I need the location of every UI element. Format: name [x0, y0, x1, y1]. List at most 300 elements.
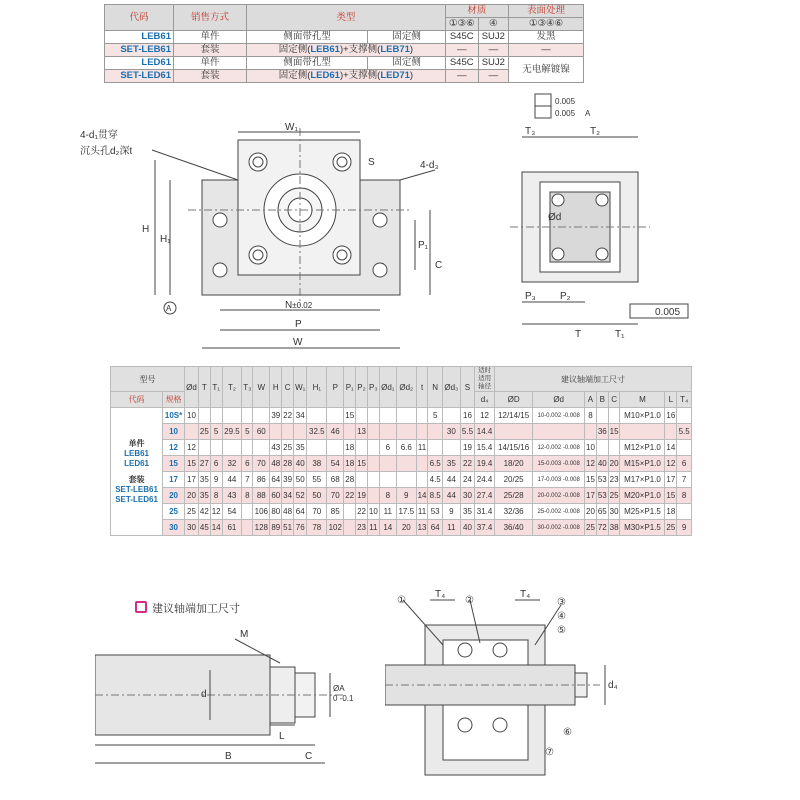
- row-cell: 35: [198, 488, 210, 504]
- row-cell-l: 17: [665, 472, 677, 488]
- col-header: H: [270, 367, 282, 408]
- dim-P3: P₃: [525, 291, 536, 302]
- row-cell: 44: [442, 472, 460, 488]
- spec-table: [110, 366, 692, 536]
- row-cell: 22: [356, 504, 368, 520]
- type-text: )+支撑侧(: [339, 44, 381, 55]
- row-cell: [210, 408, 222, 424]
- row-cell: [327, 408, 344, 424]
- row-cell-a: 12: [585, 456, 597, 472]
- row-cell-t4: [677, 440, 692, 456]
- row-cell: 102: [327, 520, 344, 536]
- row-cell: 55: [307, 472, 327, 488]
- row-code: LEB61: [105, 31, 174, 44]
- dim-C: C: [435, 260, 443, 271]
- row-cell-a: 25: [585, 520, 597, 536]
- callout-2: ②: [465, 595, 474, 606]
- row-cell: [367, 424, 379, 440]
- row-cell: 13: [356, 424, 368, 440]
- perpendicular-box: [535, 106, 551, 118]
- perp-value: 0.005: [555, 109, 576, 118]
- row-cell: 5.5: [460, 424, 474, 440]
- shaft-drawing: [95, 625, 365, 785]
- col-header: W₁: [294, 367, 307, 408]
- row-sales: 套装: [174, 44, 247, 57]
- row-cell: 20: [396, 520, 416, 536]
- row-type-a: 侧面带孔型: [247, 31, 368, 44]
- row-cell: 15: [344, 408, 356, 424]
- row-cell: [416, 408, 428, 424]
- row-cell-c: 23: [608, 472, 620, 488]
- dim-H: H: [142, 224, 150, 235]
- row-cell: [396, 456, 416, 472]
- type-text: 固定侧(: [278, 44, 311, 55]
- row-cell: [198, 440, 210, 456]
- table-row: [111, 472, 692, 488]
- row-cell: 78: [307, 520, 327, 536]
- row-cell: 8: [242, 488, 253, 504]
- col-header: ØD: [494, 392, 532, 408]
- row-cell: [356, 472, 368, 488]
- col-header: C: [608, 392, 620, 408]
- row-cell-b: [596, 408, 608, 424]
- row-cell: 43: [270, 440, 282, 456]
- row-mat1: —: [445, 44, 478, 57]
- table-row: [111, 440, 692, 456]
- callout-7: ⑦: [545, 747, 554, 758]
- dim-d4: d₄: [608, 680, 618, 691]
- row-cell: [307, 440, 327, 456]
- row-cell: 11: [379, 504, 396, 520]
- table-row: [111, 488, 692, 504]
- section-title: [135, 600, 240, 616]
- header-material-sub1: ①③⑥: [445, 18, 478, 31]
- row-cell: 5: [210, 424, 222, 440]
- row-spec: 10S*: [163, 408, 185, 424]
- dim-A: ØA: [333, 684, 345, 693]
- dim-N-tol: ±0.02: [292, 301, 313, 310]
- row-cell: 128: [253, 520, 270, 536]
- header-material: 材质: [445, 5, 508, 18]
- row-cell-b: 40: [596, 456, 608, 472]
- col-header: Ød₂: [396, 367, 416, 408]
- row-cell: 76: [294, 520, 307, 536]
- row-cell: 14: [379, 520, 396, 536]
- row-cell: [396, 472, 416, 488]
- row-cell-a: 17: [585, 488, 597, 504]
- row-cell-l: 18: [665, 504, 677, 520]
- row-cell: 106: [253, 504, 270, 520]
- dim-M: M: [240, 629, 249, 640]
- row-cell: 30: [460, 488, 474, 504]
- row-cell: 25: [198, 424, 210, 440]
- row-cell: 50: [294, 472, 307, 488]
- row-cell: 5: [428, 408, 442, 424]
- section-title-text: 建议轴端加工尺寸: [152, 603, 240, 615]
- row-cell-a: 10: [585, 440, 597, 456]
- row-cell-d4: 15.4: [475, 440, 495, 456]
- row-cell: 25: [282, 440, 294, 456]
- type-text: 固定侧(: [278, 70, 311, 81]
- table-row: [105, 31, 584, 44]
- dim-T4-left: T₄: [435, 589, 446, 600]
- top-table-header-row: [105, 5, 584, 18]
- row-cell-dd: 12-0.002 -0.008: [533, 440, 585, 456]
- row-cell: 89: [270, 520, 282, 536]
- row-cell: 22: [460, 456, 474, 472]
- row-cell: [416, 424, 428, 440]
- row-cell: 22: [282, 408, 294, 424]
- row-cell: [327, 440, 344, 456]
- row-cell: [367, 408, 379, 424]
- row-cell-m: M17×P1.0: [620, 472, 665, 488]
- row-cell-b: 36: [596, 424, 608, 440]
- header-surface: 表面处理: [509, 5, 584, 18]
- row-cell: 11: [416, 504, 428, 520]
- col-header: t: [416, 367, 428, 408]
- row-cell: 64: [428, 520, 442, 536]
- row-cell: [379, 456, 396, 472]
- row-cell: 42: [198, 504, 210, 520]
- row-cell-d4: 31.4: [475, 504, 495, 520]
- type-code: LED61: [310, 70, 340, 81]
- row-cell: 11: [442, 520, 460, 536]
- series-label: [111, 408, 163, 536]
- row-cell: [367, 456, 379, 472]
- dim-W: W: [293, 337, 303, 348]
- row-cell: 40: [460, 520, 474, 536]
- row-cell-d: 32/36: [494, 504, 532, 520]
- table-row: [105, 44, 584, 57]
- row-cell: [396, 408, 416, 424]
- row-cell: 17: [185, 472, 199, 488]
- row-cell: 6: [210, 456, 222, 472]
- row-cell-m: M25×P1.5: [620, 504, 665, 520]
- row-cell-m: M15×P1.0: [620, 456, 665, 472]
- row-cell: [222, 440, 242, 456]
- dim-d: d: [201, 689, 207, 700]
- row-cell: 52: [294, 488, 307, 504]
- row-cell-b: 53: [596, 488, 608, 504]
- dim-H1: H₁: [160, 234, 171, 245]
- row-cell: [379, 472, 396, 488]
- row-cell-b: 65: [596, 504, 608, 520]
- row-cell-d4: 27.4: [475, 488, 495, 504]
- series-label-line: SET-LED61: [115, 494, 158, 504]
- row-cell: [416, 456, 428, 472]
- row-spec: 10: [163, 424, 185, 440]
- row-cell: [367, 488, 379, 504]
- row-cell: [416, 472, 428, 488]
- row-cell: [442, 408, 460, 424]
- col-header: Ød: [185, 367, 199, 408]
- row-cell-dd: [533, 424, 585, 440]
- table-row: [111, 408, 692, 424]
- col-header: P₃: [367, 367, 379, 408]
- dim-d: Ød: [548, 212, 562, 223]
- row-cell-a: 20: [585, 504, 597, 520]
- dim-S: S: [368, 157, 375, 168]
- row-cell: 68: [327, 472, 344, 488]
- row-cell: 39: [282, 472, 294, 488]
- row-cell-a: 8: [585, 408, 597, 424]
- row-cell: 8: [379, 488, 396, 504]
- row-cell: 44: [442, 488, 460, 504]
- row-cell-d4: 37.4: [475, 520, 495, 536]
- row-cell: 12: [185, 440, 199, 456]
- row-sales: 套装: [174, 70, 247, 83]
- row-cell-d4: 12: [475, 408, 495, 424]
- note-d3: 4-d₃: [420, 160, 439, 171]
- row-cell: 18: [344, 440, 356, 456]
- row-cell: [253, 440, 270, 456]
- row-cell: 25: [185, 504, 199, 520]
- row-cell: 48: [282, 504, 294, 520]
- row-mat2: —: [478, 70, 508, 83]
- row-cell: 30: [442, 424, 460, 440]
- row-cell: 35: [460, 504, 474, 520]
- row-cell: 22: [344, 488, 356, 504]
- dim-N-label: N: [285, 300, 293, 311]
- spec-body: [111, 408, 692, 536]
- col-header: P₁: [344, 367, 356, 408]
- row-cell: [356, 408, 368, 424]
- row-cell: 5: [242, 424, 253, 440]
- row-cell: 16: [460, 408, 474, 424]
- row-cell: 38: [307, 456, 327, 472]
- row-mat2: SUJ2: [478, 31, 508, 44]
- row-cell-t4: [677, 408, 692, 424]
- row-spec: 25: [163, 504, 185, 520]
- header-spec: 规格: [163, 392, 185, 408]
- row-cell: 34: [282, 488, 294, 504]
- row-cell: [222, 408, 242, 424]
- row-cell-d: 36/40: [494, 520, 532, 536]
- dim-B: B: [225, 751, 232, 762]
- row-cell: 39: [270, 408, 282, 424]
- row-cell: [379, 408, 396, 424]
- assembly-drawing: [385, 585, 630, 795]
- row-cell: 15: [185, 456, 199, 472]
- row-cell: 23: [356, 520, 368, 536]
- row-cell: 88: [253, 488, 270, 504]
- row-cell: 24: [460, 472, 474, 488]
- row-cell: 51: [282, 520, 294, 536]
- header-code: 代码: [111, 392, 163, 408]
- col-header: T₄: [677, 392, 692, 408]
- row-cell-t4: 8: [677, 488, 692, 504]
- row-type-a: 侧面带孔型: [247, 57, 368, 70]
- type-text: )+支撑侧(: [339, 70, 381, 81]
- row-cell: 53: [428, 504, 442, 520]
- flatness-box: [535, 94, 551, 106]
- row-spec: 30: [163, 520, 185, 536]
- row-cell-t4: [677, 504, 692, 520]
- callout-6: ⑥: [563, 727, 572, 738]
- row-cell: 61: [222, 520, 242, 536]
- row-cell-dd: 15-0.003 -0.008: [533, 456, 585, 472]
- col-header: P₂: [356, 367, 368, 408]
- series-label-line: LEB61: [124, 448, 150, 458]
- row-cell-l: 16: [665, 408, 677, 424]
- row-cell: 29.5: [222, 424, 242, 440]
- flatness-value: 0.005: [555, 97, 576, 106]
- row-cell: 9: [210, 472, 222, 488]
- row-cell-dd: 10-0.002 -0.008: [533, 408, 585, 424]
- row-cell: 8.5: [428, 488, 442, 504]
- row-cell-d: [494, 424, 532, 440]
- suit-l1: 适时: [478, 367, 492, 374]
- row-type-b: 固定侧: [368, 57, 445, 70]
- row-mat1: S45C: [445, 31, 478, 44]
- row-cell: 10: [185, 408, 199, 424]
- row-cell-a: 15: [585, 472, 597, 488]
- row-cell: 80: [270, 504, 282, 520]
- row-cell: [242, 440, 253, 456]
- row-cell: 19: [356, 488, 368, 504]
- row-cell: 60: [270, 488, 282, 504]
- row-cell: [294, 424, 307, 440]
- row-type-full: [247, 70, 446, 83]
- row-cell: 27: [198, 456, 210, 472]
- row-cell: 19: [460, 440, 474, 456]
- row-cell: [367, 440, 379, 456]
- row-cell-d: 25/28: [494, 488, 532, 504]
- row-cell: [282, 424, 294, 440]
- row-cell: [270, 424, 282, 440]
- row-cell: 64: [270, 472, 282, 488]
- row-cell: 18: [344, 456, 356, 472]
- row-cell: 20: [185, 488, 199, 504]
- row-cell: 35: [198, 472, 210, 488]
- dim-T: T: [575, 329, 582, 340]
- row-cell: 6: [242, 456, 253, 472]
- callout-1: ①: [397, 595, 406, 606]
- row-cell: [210, 440, 222, 456]
- row-cell: [307, 408, 327, 424]
- dim-P: P: [295, 319, 302, 330]
- row-cell: [379, 424, 396, 440]
- row-cell-l: 25: [665, 520, 677, 536]
- dim-P2: P₂: [560, 291, 571, 302]
- row-cell: 54: [327, 456, 344, 472]
- callout-3: ③: [557, 597, 566, 608]
- row-sales: 单件: [174, 57, 247, 70]
- row-cell-m: M20×P1.0: [620, 488, 665, 504]
- note-through-hole: 4-d₁贯穿: [80, 130, 118, 141]
- suit-l3: 轴径: [478, 383, 492, 390]
- row-cell-d4: 19.4: [475, 456, 495, 472]
- series-label-line: 单件: [128, 438, 145, 448]
- row-cell: 10: [367, 504, 379, 520]
- row-cell: 6: [379, 440, 396, 456]
- row-cell-c: 15: [608, 424, 620, 440]
- row-cell-dd: 20-0.002 -0.008: [533, 488, 585, 504]
- type-code: LED71: [380, 70, 410, 81]
- row-cell: 54: [222, 504, 242, 520]
- dim-T4-right: T₄: [520, 589, 531, 600]
- header-code: 代码: [105, 5, 174, 31]
- row-code: LED61: [105, 57, 174, 70]
- row-cell: 12: [210, 504, 222, 520]
- row-cell: 14: [416, 488, 428, 504]
- row-cell-b: 53: [596, 472, 608, 488]
- spec-header-row: [111, 367, 692, 392]
- row-cell: 6.5: [428, 456, 442, 472]
- row-cell-t4: 7: [677, 472, 692, 488]
- row-type-full: [247, 44, 446, 57]
- series-label-line: SET-LEB61: [115, 484, 158, 494]
- col-header: T₃: [242, 367, 253, 408]
- row-cell: 7: [242, 472, 253, 488]
- row-surface: 无电解镀镍: [509, 57, 584, 83]
- row-cell: 70: [327, 488, 344, 504]
- dim-T3: T₃: [525, 126, 536, 137]
- col-header: Ød: [533, 392, 585, 408]
- type-text: ): [409, 70, 414, 81]
- row-cell: [198, 408, 210, 424]
- row-cell: 32: [222, 456, 242, 472]
- row-mat2: —: [478, 44, 508, 57]
- dim-T1: T₁: [615, 329, 625, 340]
- row-spec: 12: [163, 440, 185, 456]
- dim-L: L: [279, 731, 285, 742]
- col-header: L: [665, 392, 677, 408]
- row-cell: 60: [253, 424, 270, 440]
- row-cell-m: M10×P1.0: [620, 408, 665, 424]
- row-cell: [428, 424, 442, 440]
- row-cell: 70: [307, 504, 327, 520]
- row-code: SET-LED61: [105, 70, 174, 83]
- callout-5: ⑤: [557, 625, 566, 636]
- note-counterbore: 沉头孔d₂深t: [80, 146, 133, 157]
- row-cell-c: [608, 440, 620, 456]
- series-label-line: 套装: [128, 474, 145, 484]
- col-header: B: [596, 392, 608, 408]
- col-header: A: [585, 392, 597, 408]
- row-cell: 32.5: [307, 424, 327, 440]
- row-cell: [242, 408, 253, 424]
- row-cell: 17.5: [396, 504, 416, 520]
- callout-4: ④: [557, 611, 566, 622]
- row-surface: —: [509, 44, 584, 57]
- row-cell: 9: [396, 488, 416, 504]
- row-cell-l: [665, 424, 677, 440]
- row-cell: 28: [282, 456, 294, 472]
- row-cell-c: [608, 408, 620, 424]
- row-cell-dd: 17-0.003 -0.008: [533, 472, 585, 488]
- row-cell: 15: [356, 456, 368, 472]
- type-code: LEB61: [310, 44, 340, 55]
- row-cell-d4: 24.4: [475, 472, 495, 488]
- row-cell: [442, 440, 460, 456]
- front-view-drawing: [80, 120, 460, 360]
- row-spec: 20: [163, 488, 185, 504]
- row-cell: [396, 424, 416, 440]
- dim-N: [285, 300, 313, 311]
- row-cell-c: 20: [608, 456, 620, 472]
- header-sales: 销售方式: [174, 5, 247, 31]
- row-cell: 45: [198, 520, 210, 536]
- header-surface-sub: ①③④⑥: [509, 18, 584, 31]
- row-cell-dd: 30-0.002 -0.008: [533, 520, 585, 536]
- col-header: T: [198, 367, 210, 408]
- product-type-table: [104, 4, 584, 83]
- row-cell-dd: 25-0.002 -0.008: [533, 504, 585, 520]
- row-cell: [428, 440, 442, 456]
- row-cell-l: 12: [665, 456, 677, 472]
- row-mat2: SUJ2: [478, 57, 508, 70]
